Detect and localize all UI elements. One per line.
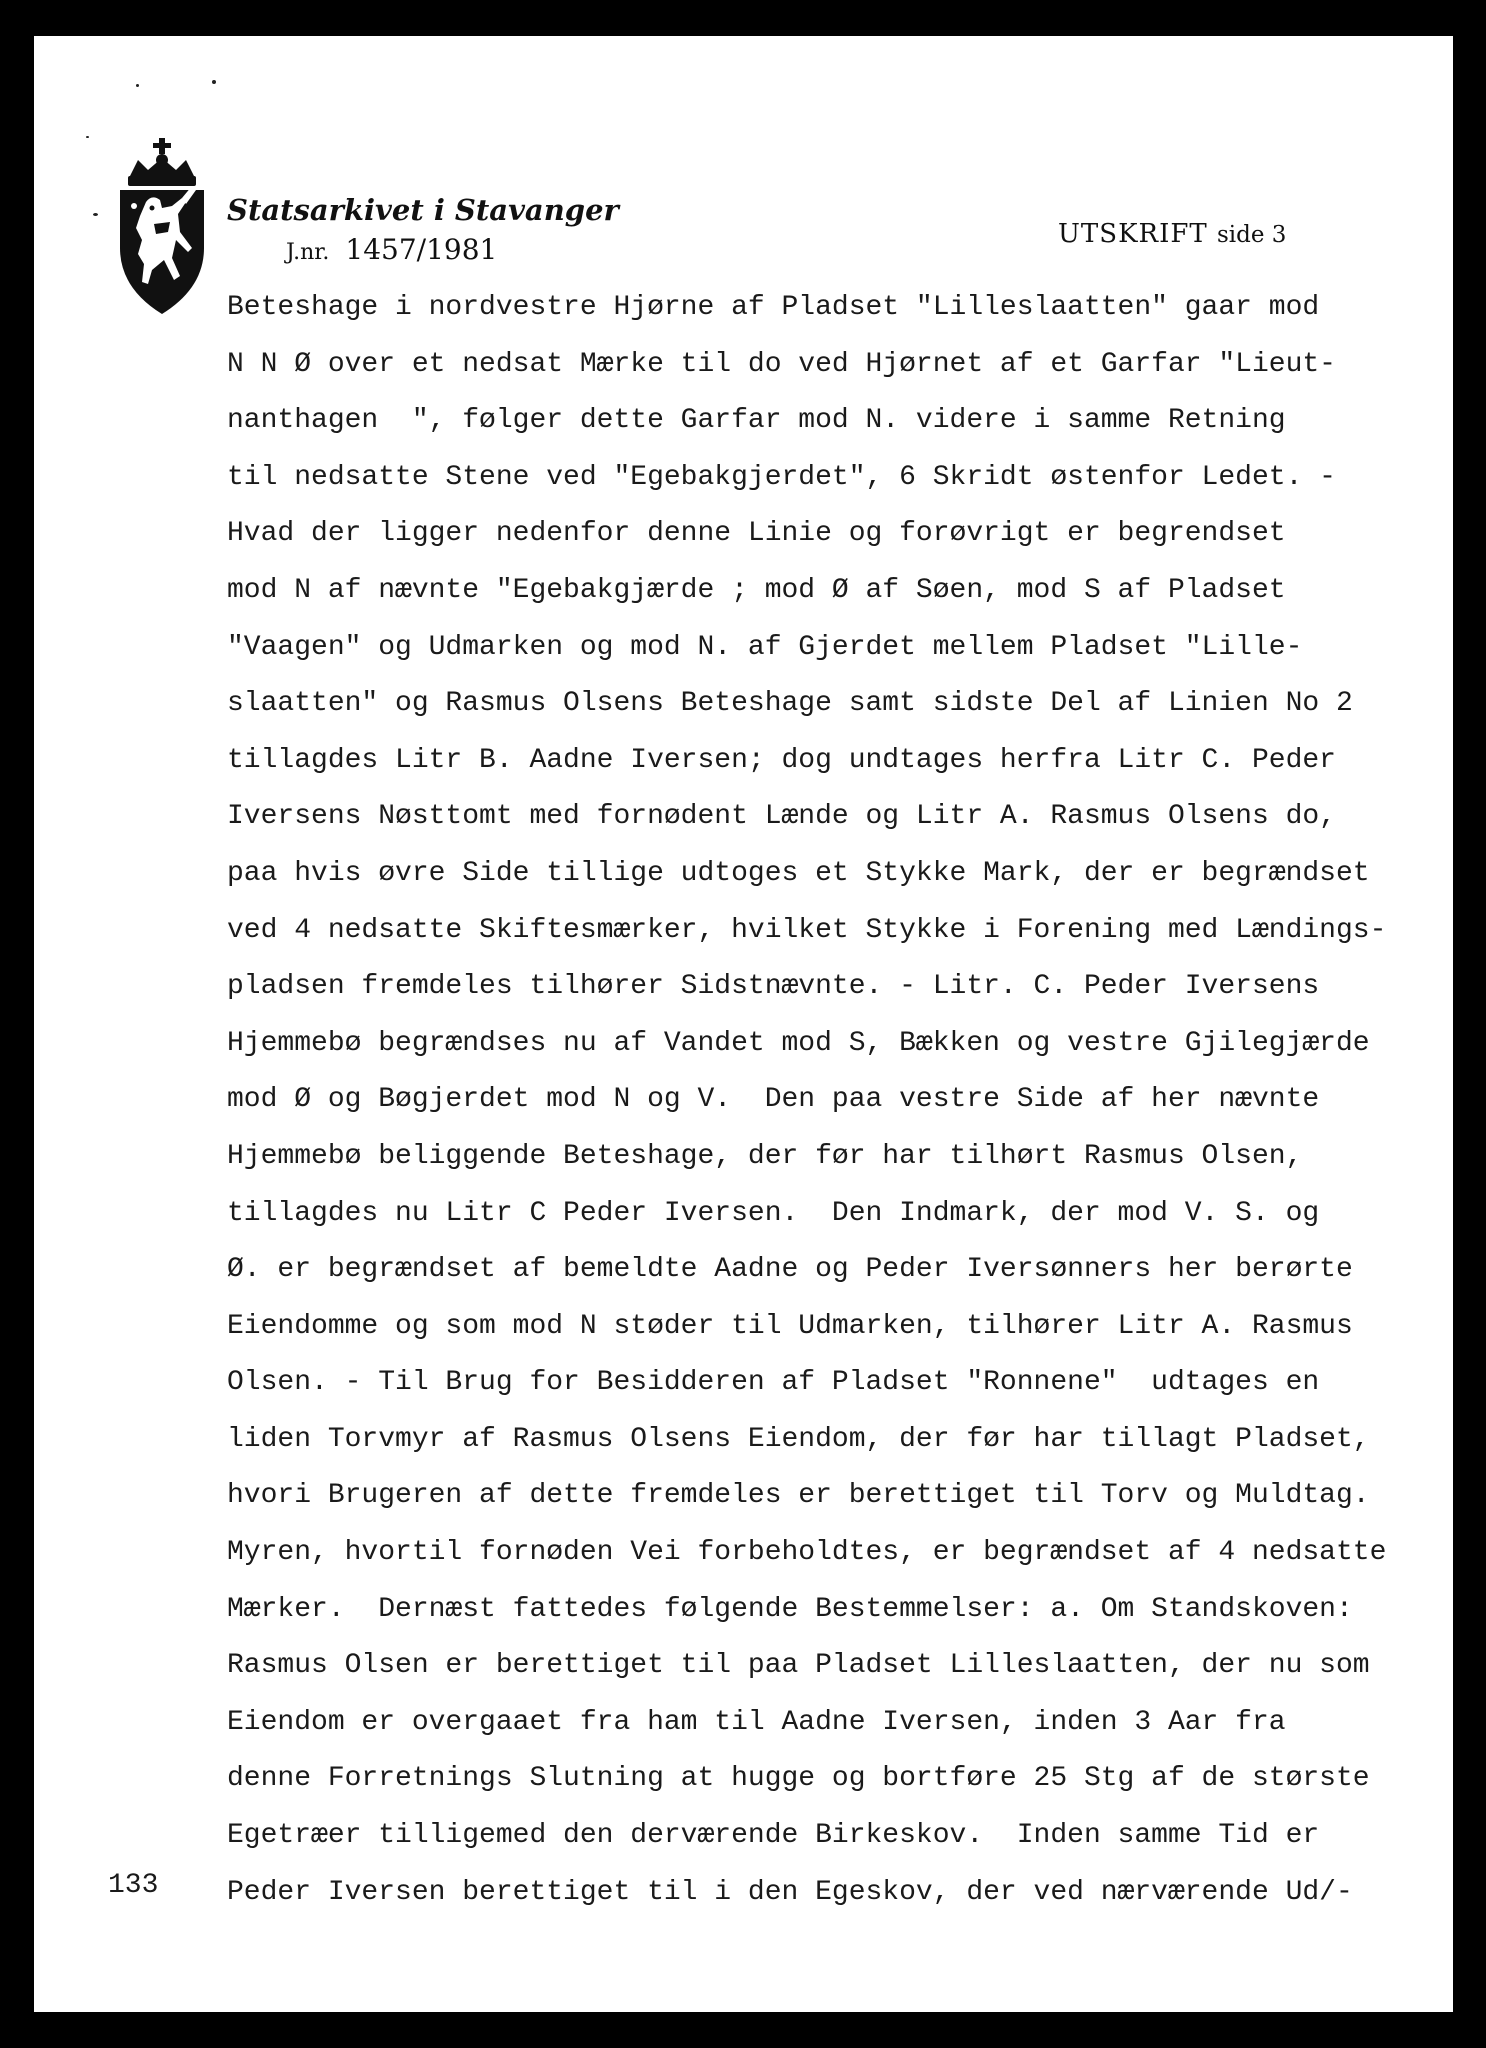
norwegian-coat-of-arms-icon [112, 136, 212, 316]
text-line: "Vaagen" og Udmarken og mod N. af Gjerdet mellem Pladset "Lille- [227, 631, 1303, 663]
scan-speck [136, 84, 139, 87]
document-type-header [1058, 219, 1286, 249]
text-line: mod Ø og Bøgjerdet mod N og V. Den paa vestre Side af her nævnte [227, 1084, 1320, 1116]
text-line: Hvad der ligger nedenfor denne Linie og forøvrigt er begrendset [227, 518, 1286, 550]
text-line: Iversens Nøsttomt med fornødent Lænde og Litr A. Rasmus Olsens do, [227, 801, 1336, 833]
text-line: Eiendom er overgaaet fra ham til Aadne Iversen, inden 3 Aar fra [227, 1706, 1286, 1738]
text-line: Mærker. Dernæst fattedes følgende Bestemmelser: a. Om Standskoven: [227, 1593, 1353, 1625]
text-line: denne Forretnings Slutning at hugge og bortføre 25 Stg af de største [227, 1763, 1370, 1795]
text-line: Olsen. - Til Brug for Besidderen af Pladset "Ronnene" udtages en [227, 1367, 1320, 1399]
journal-label: J.nr. [286, 240, 330, 265]
page-label: side 3 [1216, 222, 1287, 248]
text-line: ved 4 nedsatte Skiftesmærker, hvilket Stykke i Forening med Lændings- [227, 914, 1387, 946]
text-line: liden Torvmyr af Rasmus Olsens Eiendom, der før har tillagt Pladset, [227, 1423, 1370, 1455]
journal-reference [286, 233, 497, 266]
scan-speck [86, 136, 89, 138]
text-line: hvori Brugeren af dette fremdeles er berettiget til Torv og Muldtag. [227, 1480, 1370, 1512]
scan-speck [212, 80, 216, 84]
transcript-body [227, 287, 1386, 1928]
text-line: Peder Iversen berettiget til i den Egeskov, der ved nærværende Ud/- [227, 1876, 1353, 1908]
text-line: N N Ø over et nedsat Mærke til do ved Hjørnet af et Garfar "Lieut- [227, 348, 1336, 380]
text-line: Myren, hvortil fornøden Vei forbeholdtes, er begrændset af 4 nedsatte [227, 1537, 1387, 1569]
text-line: tillagdes Litr B. Aadne Iversen; dog undtages herfra Litr C. Peder [227, 744, 1336, 776]
text-line: Rasmus Olsen er berettiget til paa Pladset Lilleslaatten, der nu som [227, 1650, 1370, 1682]
text-line: mod N af nævnte "Egebakgjærde ; mod Ø af Søen, mod S af Pladset [227, 574, 1286, 606]
text-line: Hjemmebø beliggende Beteshage, der før har tilhørt Rasmus Olsen, [227, 1140, 1303, 1172]
document-type: UTSKRIFT [1058, 219, 1208, 249]
text-line: Beteshage i nordvestre Hjørne af Pladset "Lilleslaatten" gaar mod [227, 292, 1320, 323]
page-number: 133 [108, 1870, 159, 1901]
text-line: Hjemmebø begrændses nu af Vandet mod S, Bækken og vestre Gjilegjærde [227, 1027, 1370, 1059]
archive-name: Statsarkivet i Stavanger [227, 193, 619, 227]
text-line: Eiendomme og som mod N støder til Udmarken, tilhører Litr A. Rasmus [227, 1310, 1353, 1342]
journal-number: 1457/1981 [345, 233, 498, 266]
text-line: pladsen fremdeles tilhører Sidstnævnte. - Litr. C. Peder Iversens [227, 971, 1320, 1003]
scan-speck [93, 213, 98, 216]
text-line: paa hvis øvre Side tillige udtoges et Stykke Mark, der er begrændset [227, 857, 1370, 889]
text-line: slaatten" og Rasmus Olsens Beteshage samt sidste Del af Linien No 2 [227, 688, 1353, 720]
text-line: nanthagen ", følger dette Garfar mod N. videre i samme Retning [227, 405, 1286, 437]
text-line: Egetræer tilligemed den derværende Birkeskov. Inden samme Tid er [227, 1820, 1320, 1852]
text-line: til nedsatte Stene ved "Egebakgjerdet", 6 Skridt østenfor Ledet. - [227, 461, 1336, 493]
text-line: tillagdes nu Litr C Peder Iversen. Den Indmark, der mod V. S. og [227, 1197, 1320, 1229]
text-line: Ø. er begrændset af bemeldte Aadne og Peder Iversønners her berørte [227, 1254, 1353, 1286]
